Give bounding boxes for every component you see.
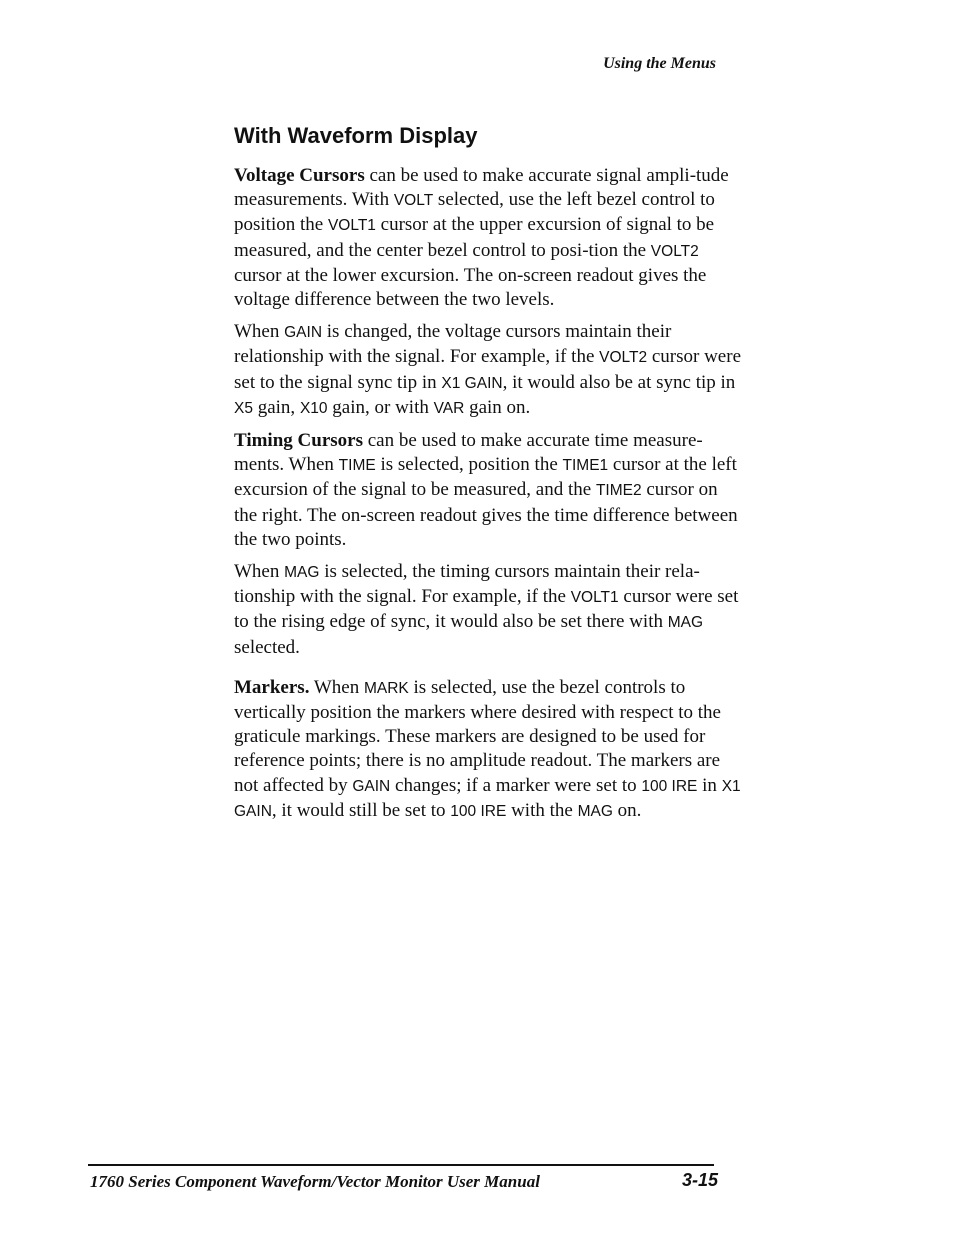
footer-rule [88, 1164, 714, 1166]
ui-term-x1-gain: X1 GAIN [234, 777, 741, 820]
text-run: with the [506, 799, 578, 821]
ui-term-mark: MARK [363, 679, 409, 697]
text-run: cursor at the left excursion of the signal to be measured, and the [234, 454, 737, 501]
text-run: on. [612, 799, 642, 821]
running-head: Using the Menus [603, 55, 716, 72]
text-run: can be used to make accurate time measure-ments. When [234, 430, 703, 476]
footer-manual-title: 1760 Series Component Waveform/Vector Monitor User Manual [90, 1172, 540, 1191]
text-run: can be used to make accurate signal ampli-tude measurements. With [234, 165, 729, 211]
ui-term-time1: TIME1 [562, 457, 609, 475]
ui-term-volt: VOLT [393, 192, 434, 210]
timing-cursors-lead: Timing Cursors [234, 430, 363, 452]
mag-paragraph [234, 560, 744, 660]
ui-term-time2: TIME2 [595, 482, 642, 500]
text-run: selected. [234, 636, 300, 658]
ui-term-100-ire: 100 IRE [450, 802, 507, 820]
text-run: cursor were set to the signal sync tip in [234, 346, 742, 393]
voltage-cursors-lead: Voltage Cursors [234, 165, 365, 186]
text-run: , it would also be at sync tip in [502, 371, 736, 393]
text-run: in [697, 774, 722, 796]
ui-term-volt2: VOLT2 [599, 349, 648, 367]
ui-term-volt1: VOLT1 [570, 589, 619, 607]
page-number: 3-15 [681, 1170, 718, 1190]
ui-term-mag: MAG [577, 802, 613, 820]
ui-term-time: TIME [338, 457, 376, 475]
text-run: is selected, position the [375, 454, 563, 476]
text-run: cursor at the upper excursion of signal to be measured, and the center bezel control to posi-tion the [234, 214, 715, 261]
text-run: When [234, 321, 285, 343]
ui-term-mag: MAG [284, 564, 320, 582]
ui-term-gain: GAIN [352, 777, 391, 795]
ui-term-var: VAR [433, 399, 465, 417]
text-run: When [309, 676, 364, 698]
text-run: selected, use the left bezel control to position the [234, 189, 715, 236]
markers-paragraph [234, 676, 744, 824]
text-run: , it would still be set to [271, 799, 451, 821]
text-run: gain, [252, 396, 300, 418]
text-run: cursor on the right. The on-screen readout gives the time difference between the two points. [234, 479, 738, 550]
timing-cursors-paragraph [234, 429, 744, 552]
section-heading: With Waveform Display [234, 123, 478, 148]
text-run: gain, or with [327, 396, 434, 418]
main-content [234, 120, 744, 832]
ui-term-x1-gain: X1 GAIN [441, 374, 503, 392]
ui-term-mag: MAG [667, 614, 704, 632]
ui-term-100-ire: 100 IRE [641, 777, 698, 795]
text-run: is changed, the voltage cursors maintain their relationship with the signal. For example, if the [234, 321, 672, 368]
text-run: gain on. [464, 396, 531, 418]
text-run: is selected, use the bezel controls to vertically position the markers where desired with respect to the graticule markings. These markers are designed to be used for reference points; there is no amplitude readout. The markers are not affected by [234, 676, 721, 796]
ui-term-volt1: VOLT1 [327, 217, 376, 235]
text-run: changes; if a marker were set to [390, 774, 642, 796]
ui-term-gain: GAIN [284, 324, 323, 342]
text-run: is selected, the timing cursors maintain their rela-tionship with the signal. For example, if the [234, 561, 700, 608]
text-run: cursor were set to the rising edge of sync, it would also be set there with [234, 586, 739, 633]
text-run: When [234, 561, 285, 583]
voltage-cursors-paragraph [234, 164, 744, 312]
text-run: cursor at the lower excursion. The on-screen readout gives the voltage difference between the two levels. [234, 264, 707, 311]
ui-term-x5: X5 [234, 399, 253, 417]
ui-term-x10: X10 [299, 399, 328, 417]
ui-term-volt2: VOLT2 [650, 242, 699, 260]
gain-paragraph [234, 320, 744, 421]
markers-lead: Markers. [234, 676, 310, 698]
